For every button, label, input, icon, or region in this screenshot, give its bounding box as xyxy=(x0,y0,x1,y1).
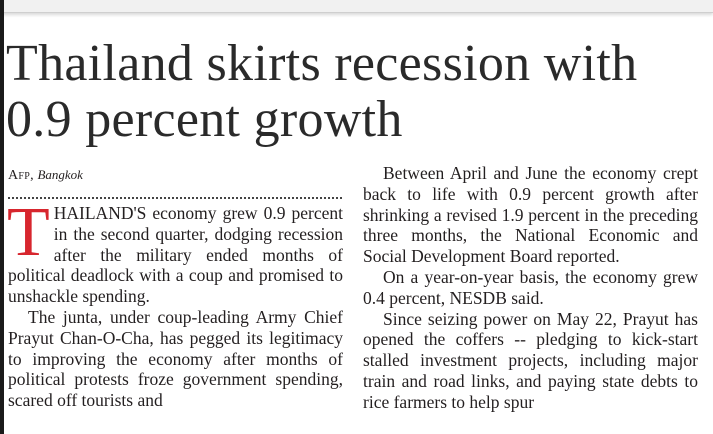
paragraph-1-text: HAILAND'S economy grew 0.9 percent in the second quarter, dodging recession after the military ended months of political deadlock with a coup and promised to unshackle spending. xyxy=(8,203,343,307)
paragraph-3: Between April and June the economy crept back to life with 0.9 percent growth after shrinking a revised 1.9 percent in the preceding three months, the National Economic and Social Development Board reported. xyxy=(363,163,698,267)
byline xyxy=(8,166,83,185)
byline-divider xyxy=(8,197,342,199)
paragraph-5: Since seizing power on May 22, Prayut has opened the coffers -- pledging to kick-start stalled investment projects, including major train and road links, and paying state debts to rice farmers to help spur xyxy=(363,308,698,412)
left-edge-bar xyxy=(0,0,4,434)
headline-line-1: Thailand skirts recession with xyxy=(6,35,638,92)
article-column-1 xyxy=(7,194,343,411)
article-column-2 xyxy=(363,163,698,413)
drop-cap: T xyxy=(7,194,50,271)
byline-place: Bangkok xyxy=(37,167,83,182)
paragraph-2: The junta, under coup-leading Army Chief Prayut Chan-O-Cha, has pegged its legitimacy to improving the economy after months of political protests froze government spending, scared off tourists and xyxy=(8,306,343,411)
paragraph-1 xyxy=(7,194,343,307)
paragraph-4: On a year-on-year basis, the economy grew 0.4 percent, NESDB said. xyxy=(363,266,698,308)
headline-line-2: 0.9 percent growth xyxy=(6,91,403,148)
article-headline xyxy=(6,36,711,148)
byline-source: Afp, xyxy=(8,168,34,183)
top-toolbar-strip xyxy=(0,0,713,13)
